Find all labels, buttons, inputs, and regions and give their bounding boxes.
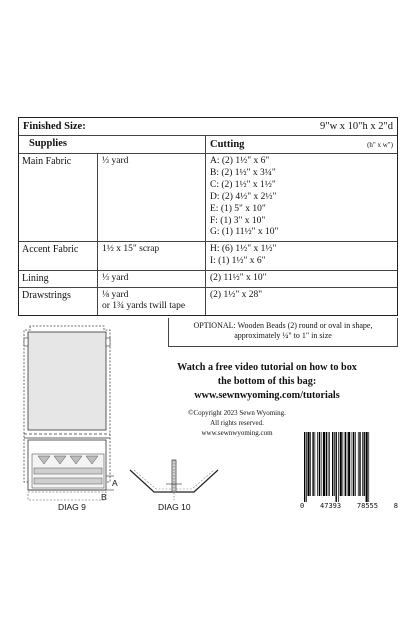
cutting-line: (2) 11½" x 10" [210, 273, 267, 283]
barcode-digit-check: 8 [393, 502, 398, 510]
cutting-title: Cutting [210, 139, 245, 150]
cutting-line: F: (1) 3" x 10" [210, 215, 266, 226]
cutting-line: E: (1) 5" x 10" [210, 203, 266, 214]
video-line-2: the bottom of this bag: [217, 375, 317, 387]
row-quantity [97, 288, 205, 315]
supplies-header: Supplies [29, 138, 67, 149]
barcode-bars [300, 432, 398, 502]
optional-line-1: OPTIONAL: Wooden Beads (2) round or oval in shape, [193, 321, 373, 330]
barcode-digits-left: 47393 [320, 502, 342, 510]
barcode-digit-lead: 0 [300, 502, 305, 510]
row-quantity [97, 242, 205, 270]
finished-size-row [19, 118, 397, 135]
quantity-line: ⅓ yard [102, 273, 129, 283]
row-quantity [97, 154, 205, 241]
quantity-line: or 1¾ yards twill tape [102, 301, 186, 312]
barcode-digits-right: 78555 [356, 502, 378, 510]
diagram-mark-a: A [112, 478, 118, 488]
table-row [19, 270, 397, 287]
cutting-line: B: (2) 1½" x 3¼" [210, 168, 276, 178]
cutting-line: C: (2) 1½" x 1½" [210, 179, 276, 190]
table-row [19, 153, 397, 241]
copyright-line-1: ©Copyright 2023 Sewn Wyoming. [188, 409, 286, 417]
video-line-1: Watch a free video tutorial on how to box [177, 362, 357, 373]
table-header-row [19, 135, 397, 153]
row-quantity [97, 271, 205, 287]
row-cutting-list [205, 271, 397, 287]
finished-size-value: 9"w x 10"h x 2"d [320, 121, 393, 132]
table-row [19, 241, 397, 270]
cutting-line: D: (2) 4½" x 2½" [210, 191, 277, 202]
row-material-label: Lining [22, 273, 49, 284]
row-cutting-list [205, 288, 397, 315]
diagram-mark-b: B [101, 492, 107, 502]
upc-barcode [300, 432, 398, 514]
copyright-block [162, 409, 312, 438]
optional-line-2: approximately ¼" to 1" in size [234, 331, 332, 341]
table-row [19, 287, 397, 315]
supplies-cutting-table [18, 117, 398, 316]
copyright-line-2: All rights reserved. [210, 418, 264, 427]
cutting-unit: (h" x w") [367, 141, 393, 149]
row-cutting-list [205, 154, 397, 241]
video-url[interactable]: www.sewnwyoming.com/tutorials [194, 389, 340, 401]
quantity-line: 1½ x 15" scrap [102, 244, 160, 255]
cutting-line: (2) 1½" x 28" [210, 289, 263, 300]
table-body [19, 153, 397, 315]
cutting-line: H: (6) 1½" x 1½" [210, 244, 277, 255]
row-cutting-list [205, 242, 397, 270]
quantity-line: ⅓ yard [102, 156, 129, 167]
row-material-label: Drawstrings [22, 289, 71, 301]
cutting-line: I: (1) 1½" x 6" [210, 256, 266, 267]
finished-size-label: Finished Size: [23, 121, 86, 132]
video-tutorial-callout [138, 361, 396, 402]
barcode-digits [300, 502, 398, 510]
row-material-label: Main Fabric [22, 156, 72, 168]
cutting-line: A: (2) 1½" x 6" [210, 156, 270, 167]
optional-note [168, 318, 398, 347]
copyright-url: www.sewnwyoming.com [201, 428, 273, 437]
cutting-line: G: (1) 11½" x 10" [210, 227, 279, 238]
quantity-line: ⅛ yard [102, 289, 129, 300]
row-material-label: Accent Fabric [22, 244, 79, 256]
cutting-header [205, 136, 397, 153]
diagram-10-label: DIAG 10 [158, 502, 191, 512]
diagram-9-label: DIAG 9 [58, 502, 86, 512]
